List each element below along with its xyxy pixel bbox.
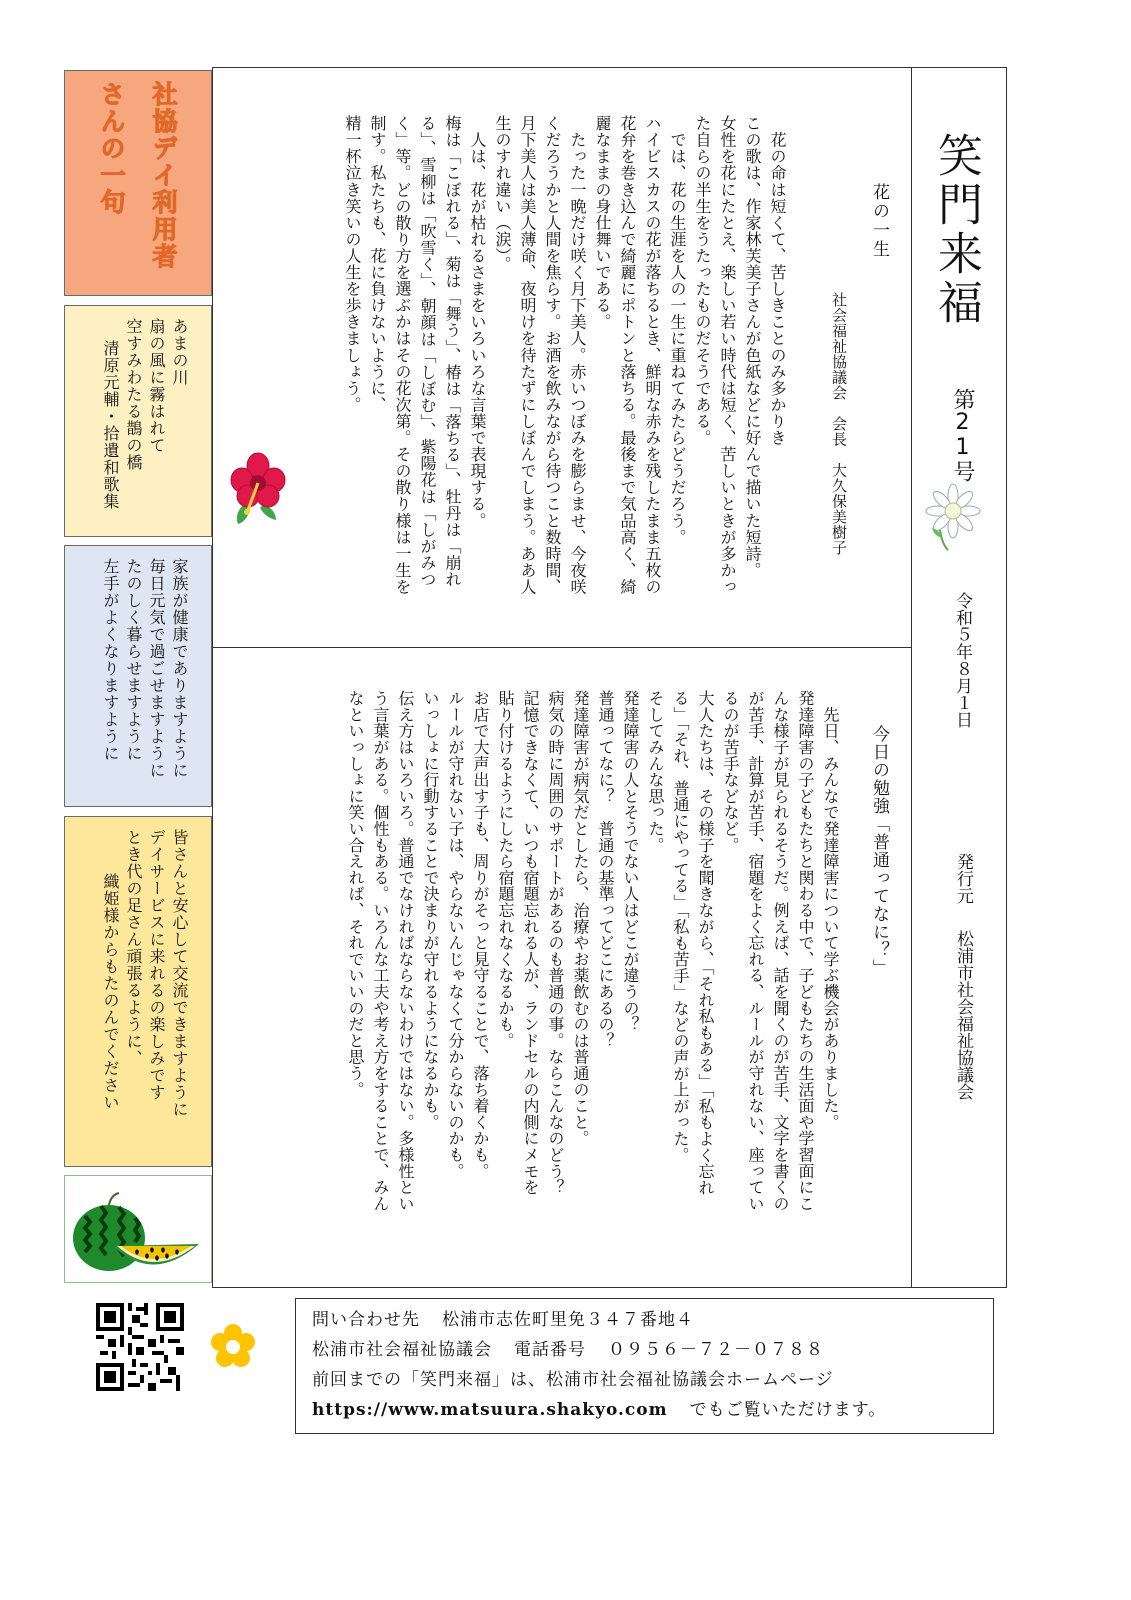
article2-line: る」「それ、普通にやってる」「私も苦手」などの声が上がった。 — [671, 690, 690, 1163]
article1-line: 生のすれ違い（涙）。 — [493, 115, 512, 273]
qr-code[interactable] — [96, 1303, 184, 1391]
article1-line: 梅は「こぼれる」、菊は「舞う」、椿は「落ちる」、牡丹は「崩れ — [443, 115, 462, 588]
article1-line: 女性を花にたとえ、楽しい若い時代は短く、苦しいときが多かっ — [718, 115, 737, 595]
issue-date: 令和５年８月１日 — [952, 592, 972, 728]
article2-line: 発達障害の人とそうでない人はどこが違うの？ — [621, 690, 640, 1033]
poem-box-1 — [64, 305, 212, 537]
article1-line: 制す。私たちも、花に負けないように、 — [368, 115, 387, 413]
poem-line: たのしく暮らせますように — [124, 558, 143, 762]
poem-line: 空すみわたる鵲の橋 — [124, 318, 143, 471]
poem-line: 毎日元気で過ごせますように — [147, 558, 166, 779]
article2-line: 伝え方はいろいろ。普通でなければならないわけではない。多様性とい — [396, 690, 415, 1212]
article1-line: 麗なままの身仕舞いである。 — [593, 115, 612, 331]
publisher-label: 発行元 — [953, 853, 973, 904]
frame-divider-vertical — [911, 67, 912, 1288]
flower-icon — [208, 1322, 258, 1372]
sidebar-title: 社協デイ利用者さんの一句 — [97, 81, 178, 270]
contact-row-4 — [312, 1395, 977, 1425]
article1-line: では、花の生涯を人の一生に重ねてみたらどうだろう。 — [668, 115, 687, 546]
contact-label: 問い合わせ先 — [312, 1310, 420, 1330]
article2-line: 発達障害が病気だとしたら、治療やお薬飲むのは普通のこと。 — [571, 690, 590, 1147]
article2-body — [255, 690, 843, 1280]
watermelon-box — [64, 1175, 212, 1283]
article1-line: たった一晩だけ咲く月下美人。赤いつぼみを膨らませ、今夜咲 — [568, 115, 587, 595]
article1-line: くだろうかと人間を焦らす。お酒を飲みながら待つこと数時間、 — [543, 115, 562, 595]
article1-line: 精一杯泣き笑いの人生を歩きましょう。 — [343, 115, 362, 413]
homepage-link[interactable]: https://www.matsuura.shakyo.com — [312, 1400, 668, 1420]
contact-box — [295, 1298, 994, 1434]
article2-line: 発達障害の子どもたちと関わる中で、子どもたちの生活面や学習面にこ — [796, 690, 815, 1212]
article2-line: が苦手、計算が苦手、宿題をよく忘れる、ルールが守れない、座ってい — [746, 690, 765, 1212]
article1-line: く」等。どの散り方を選ぶかはその花次第。その散り様は一生を — [393, 115, 412, 595]
article1-line: この歌は、作家林芙美子さんが色紙などに好んで描いた短詩。 — [743, 115, 762, 579]
poem-author: 清原元輔・拾遺和歌集 — [101, 340, 120, 510]
watermelon-icon — [65, 1176, 211, 1281]
article1-line: 花弁を巻き込んで綺麗にポトンと落ちる。最後まで気品高く、綺 — [618, 115, 637, 595]
sidebar-title-box — [64, 70, 212, 296]
article2-line: なといっしょに笑い合えれば、それでいいのだと思う。 — [346, 690, 365, 1098]
poem-line: とき代の足さん頑張るように、 — [124, 829, 143, 1067]
article2-line: 貼り付けるようにしたら宿題忘れなくなるかも。 — [496, 690, 515, 1049]
contact-url-suffix: でもご覧いただけます。 — [689, 1400, 887, 1420]
article2-line: お店で大声出す子も、周りがそっと見守ることで、落ち着くかも。 — [471, 690, 490, 1179]
hibiscus-icon — [230, 450, 288, 528]
contact-row-3: 前回までの「笑門来福」は、松浦市社会福祉協議会ホームページ — [312, 1370, 834, 1390]
poem-line: あまの川 — [170, 318, 189, 386]
poem-line: 扇の風に霧はれて — [147, 318, 166, 454]
newsletter-title: 笑門来福 — [930, 132, 983, 328]
contact-phone[interactable]: ０９５６－７２－０７８８ — [608, 1340, 824, 1360]
article2-line: 大人たちは、その様子を聞きながら、「それ私もある」「私もよく忘れ — [696, 690, 715, 1196]
article1-line: 花の命は短くて、苦しきことのみ多かりき — [768, 115, 787, 446]
article2-line: う言葉がある。個性もある。いろんな工夫や考え方をすることで、みん — [371, 690, 390, 1212]
publisher — [938, 853, 978, 1100]
article1-title: 花の一生 — [869, 183, 889, 259]
article2-line: ルールが守れない子は、やらないんじゃなくて分からないのかも。 — [446, 690, 465, 1179]
article2-line: 記憶できなくて、いつも宿題忘れる人が、ランドセルの内側にメモを — [521, 690, 540, 1196]
article2-line: 普通ってなに？ 普通の基準ってどこにあるの？ — [596, 690, 615, 1049]
daisy-icon — [924, 480, 982, 552]
poem-line: デイサービスに来れるの楽しみです — [147, 829, 166, 1101]
article1-line: る」、雪柳は「吹雪く」、朝顔は「しぼむ」、紫陽花は「しがみつ — [418, 115, 437, 588]
article2-line: んな様子が見られるそうだ。例えば、話を聞くのが苦手、文字を書くの — [771, 690, 790, 1212]
article2-line: そしてみんな思った。 — [646, 690, 665, 853]
article1-line: ハイビスカスの花が落ちるとき、鮮明な赤みを残したまま五枚の — [643, 115, 662, 595]
contact-phone-label: 電話番号 — [514, 1340, 586, 1360]
article2-line: いっしょに行動することで決まりが守れるようになるかも。 — [421, 690, 440, 1131]
contact-org: 松浦市社会福祉協議会 — [312, 1340, 492, 1360]
issue-number: 第21号 — [950, 388, 975, 482]
article1-line: 人は、花が枯れるさまをいろいろな言葉で表現する。 — [468, 115, 487, 529]
article1-line: た自らの半生をうたったものだそうである。 — [693, 115, 712, 446]
publisher-name: 松浦市社会福祉協議会 — [953, 930, 973, 1100]
contact-address: 松浦市志佐町里免３４７番地４ — [442, 1310, 694, 1330]
poem-line: 皆さんと安心して交流できますように — [170, 829, 189, 1118]
article1-line: 月下美人は美人薄命、夜明けを待たずにしぼんでしまう。ああ人 — [518, 115, 537, 595]
poem-line: 左手がよくなりますように — [101, 558, 120, 762]
article2-line: るのが苦手などなど。 — [721, 690, 740, 853]
contact-row-1 — [312, 1305, 977, 1335]
article1-author: 社会福祉協議会 会長 大久保美樹子 — [830, 292, 848, 556]
article2-line: 先日、みんなで発達障害について学ぶ機会がありました。 — [821, 690, 840, 1131]
article1-body — [245, 115, 790, 635]
poem-signature: 織姫様からもたのんでください — [101, 873, 120, 1111]
frame-divider-horizontal — [212, 647, 912, 648]
article2-line: 病気の時に周囲のサポートがあるのも普通の事。ならこんなのどう？ — [546, 690, 565, 1196]
poem-box-2 — [64, 545, 212, 807]
poem-line: 家族が健康でありますように — [170, 558, 189, 779]
contact-row-2 — [312, 1335, 977, 1365]
poem-box-3 — [64, 816, 212, 1167]
article2-title: 今日の勉強「普通ってなに？」 — [869, 725, 889, 977]
